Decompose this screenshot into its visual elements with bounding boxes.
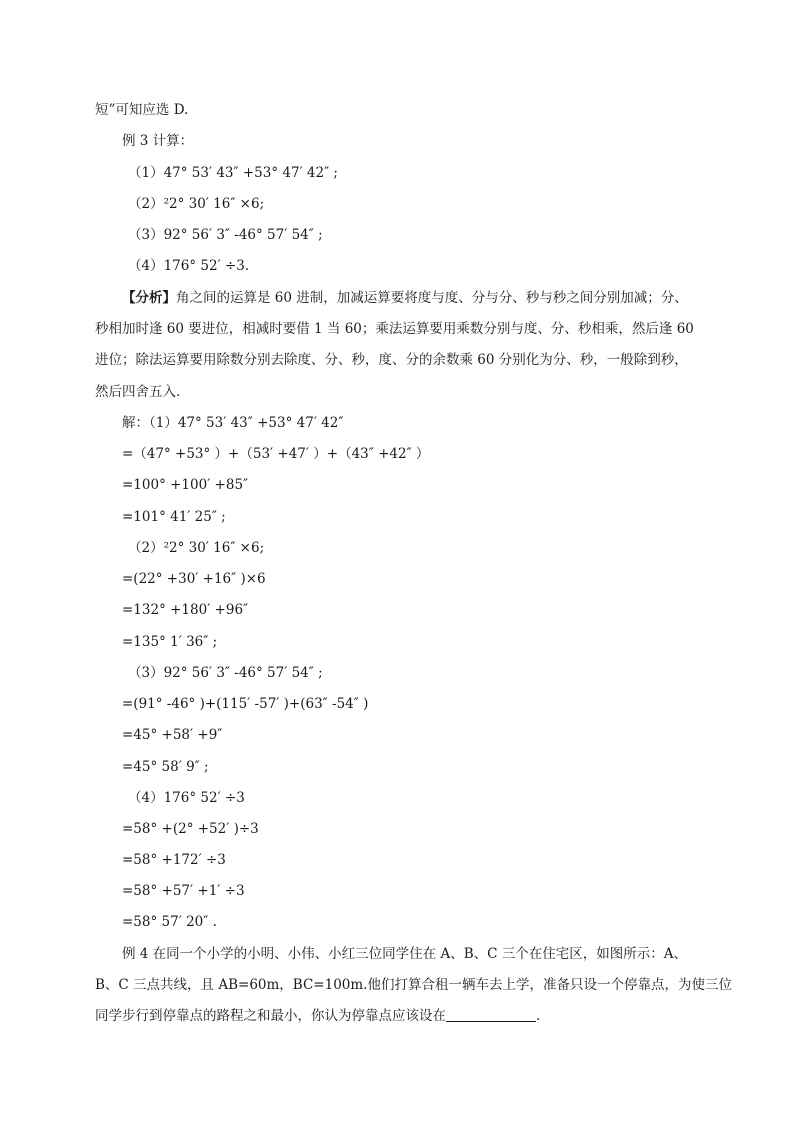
analysis-line-1 (122, 289, 688, 307)
solution-line: =132° +180′ +96″ (122, 602, 249, 618)
solution-line: =（47° +53° ）+（53′ +47′ ）+（43″ +42″ ） (122, 446, 430, 462)
solution-line: =(91° -46° )+(115′ -57′ )+(63″ -54″ ) (122, 696, 369, 712)
example4-line-3 (95, 1007, 540, 1025)
example4-line-1: 例 4 在同一个小学的小明、小伟、小红三位同学住在 A、B、C 三个在住宅区，如图所示：A、 (122, 946, 688, 962)
example4-line-2: B、C 三点共线，且 AB=60m，BC=100m.他们打算合租一辆车去上学，准备只设一个停靠点，为使三位 (95, 977, 732, 993)
solution-line: =58° +172′ ÷3 (122, 852, 226, 868)
solution-line: =(22° +30′ +16″ )×6 (122, 571, 266, 587)
problem-4: （4）176° 52′ ÷3. (128, 258, 250, 274)
solution-line: =101° 41′ 25″ ; (122, 509, 226, 525)
analysis-label: 【分析】 (122, 290, 176, 306)
analysis-line-3: 进位；除法运算要用除数分别去除度、分、秒，度、分的余数乘 60 分别化为分、秒，一般除到秒， (95, 352, 688, 368)
intro-line: 短”可知应选 D. (95, 102, 189, 118)
analysis-line-2: 秒相加时逢 60 要进位，相减时要借 1 当 60；乘法运算要用乘数分别与度、分、秒相乘，然后逢 60 (95, 321, 694, 337)
problem-3: （3）92° 56′ 3″ -46° 57′ 54″ ; (128, 227, 323, 243)
answer-blank[interactable] (446, 1007, 536, 1022)
solution-line: =58° +(2° +52′ )÷3 (122, 821, 259, 837)
solution-line: （4）176° 52′ ÷3 (128, 790, 245, 806)
problem-2: （2）²2° 30′ 16″ ×6; (128, 196, 265, 212)
solution-line: =135° 1′ 36″ ; (122, 634, 218, 650)
solution-line: =58° +57′ +1′ ÷3 (122, 883, 245, 899)
solution-line: （2）²2° 30′ 16″ ×6; (128, 540, 265, 556)
solution-line: 解：（1）47° 53′ 43″ +53° 47′ 42″ (122, 415, 344, 431)
solution-line: （3）92° 56′ 3″ -46° 57′ 54″ ; (128, 665, 323, 681)
solution-line: =100° +100′ +85″ (122, 477, 249, 493)
solution-line: =58° 57′ 20″ . (122, 914, 217, 930)
analysis-line-4: 然后四舍五入. (95, 384, 181, 400)
solution-line: =45° 58′ 9″ ; (122, 759, 209, 775)
example4-line-3-text: 同学步行到停靠点的路程之和最小，你认为停靠点应该设在 (95, 1008, 446, 1024)
analysis-text-1: 角之间的运算是 60 进制，加减运算要将度与度、分与分、秒与秒之间分别加减；分、 (176, 290, 688, 306)
solution-line: =45° +58′ +9″ (122, 727, 223, 743)
example3-heading: 例 3 计算： (122, 133, 194, 149)
example4-line-3-end: . (536, 1008, 541, 1024)
problem-1: （1）47° 53′ 43″ +53° 47′ 42″ ; (128, 165, 338, 181)
